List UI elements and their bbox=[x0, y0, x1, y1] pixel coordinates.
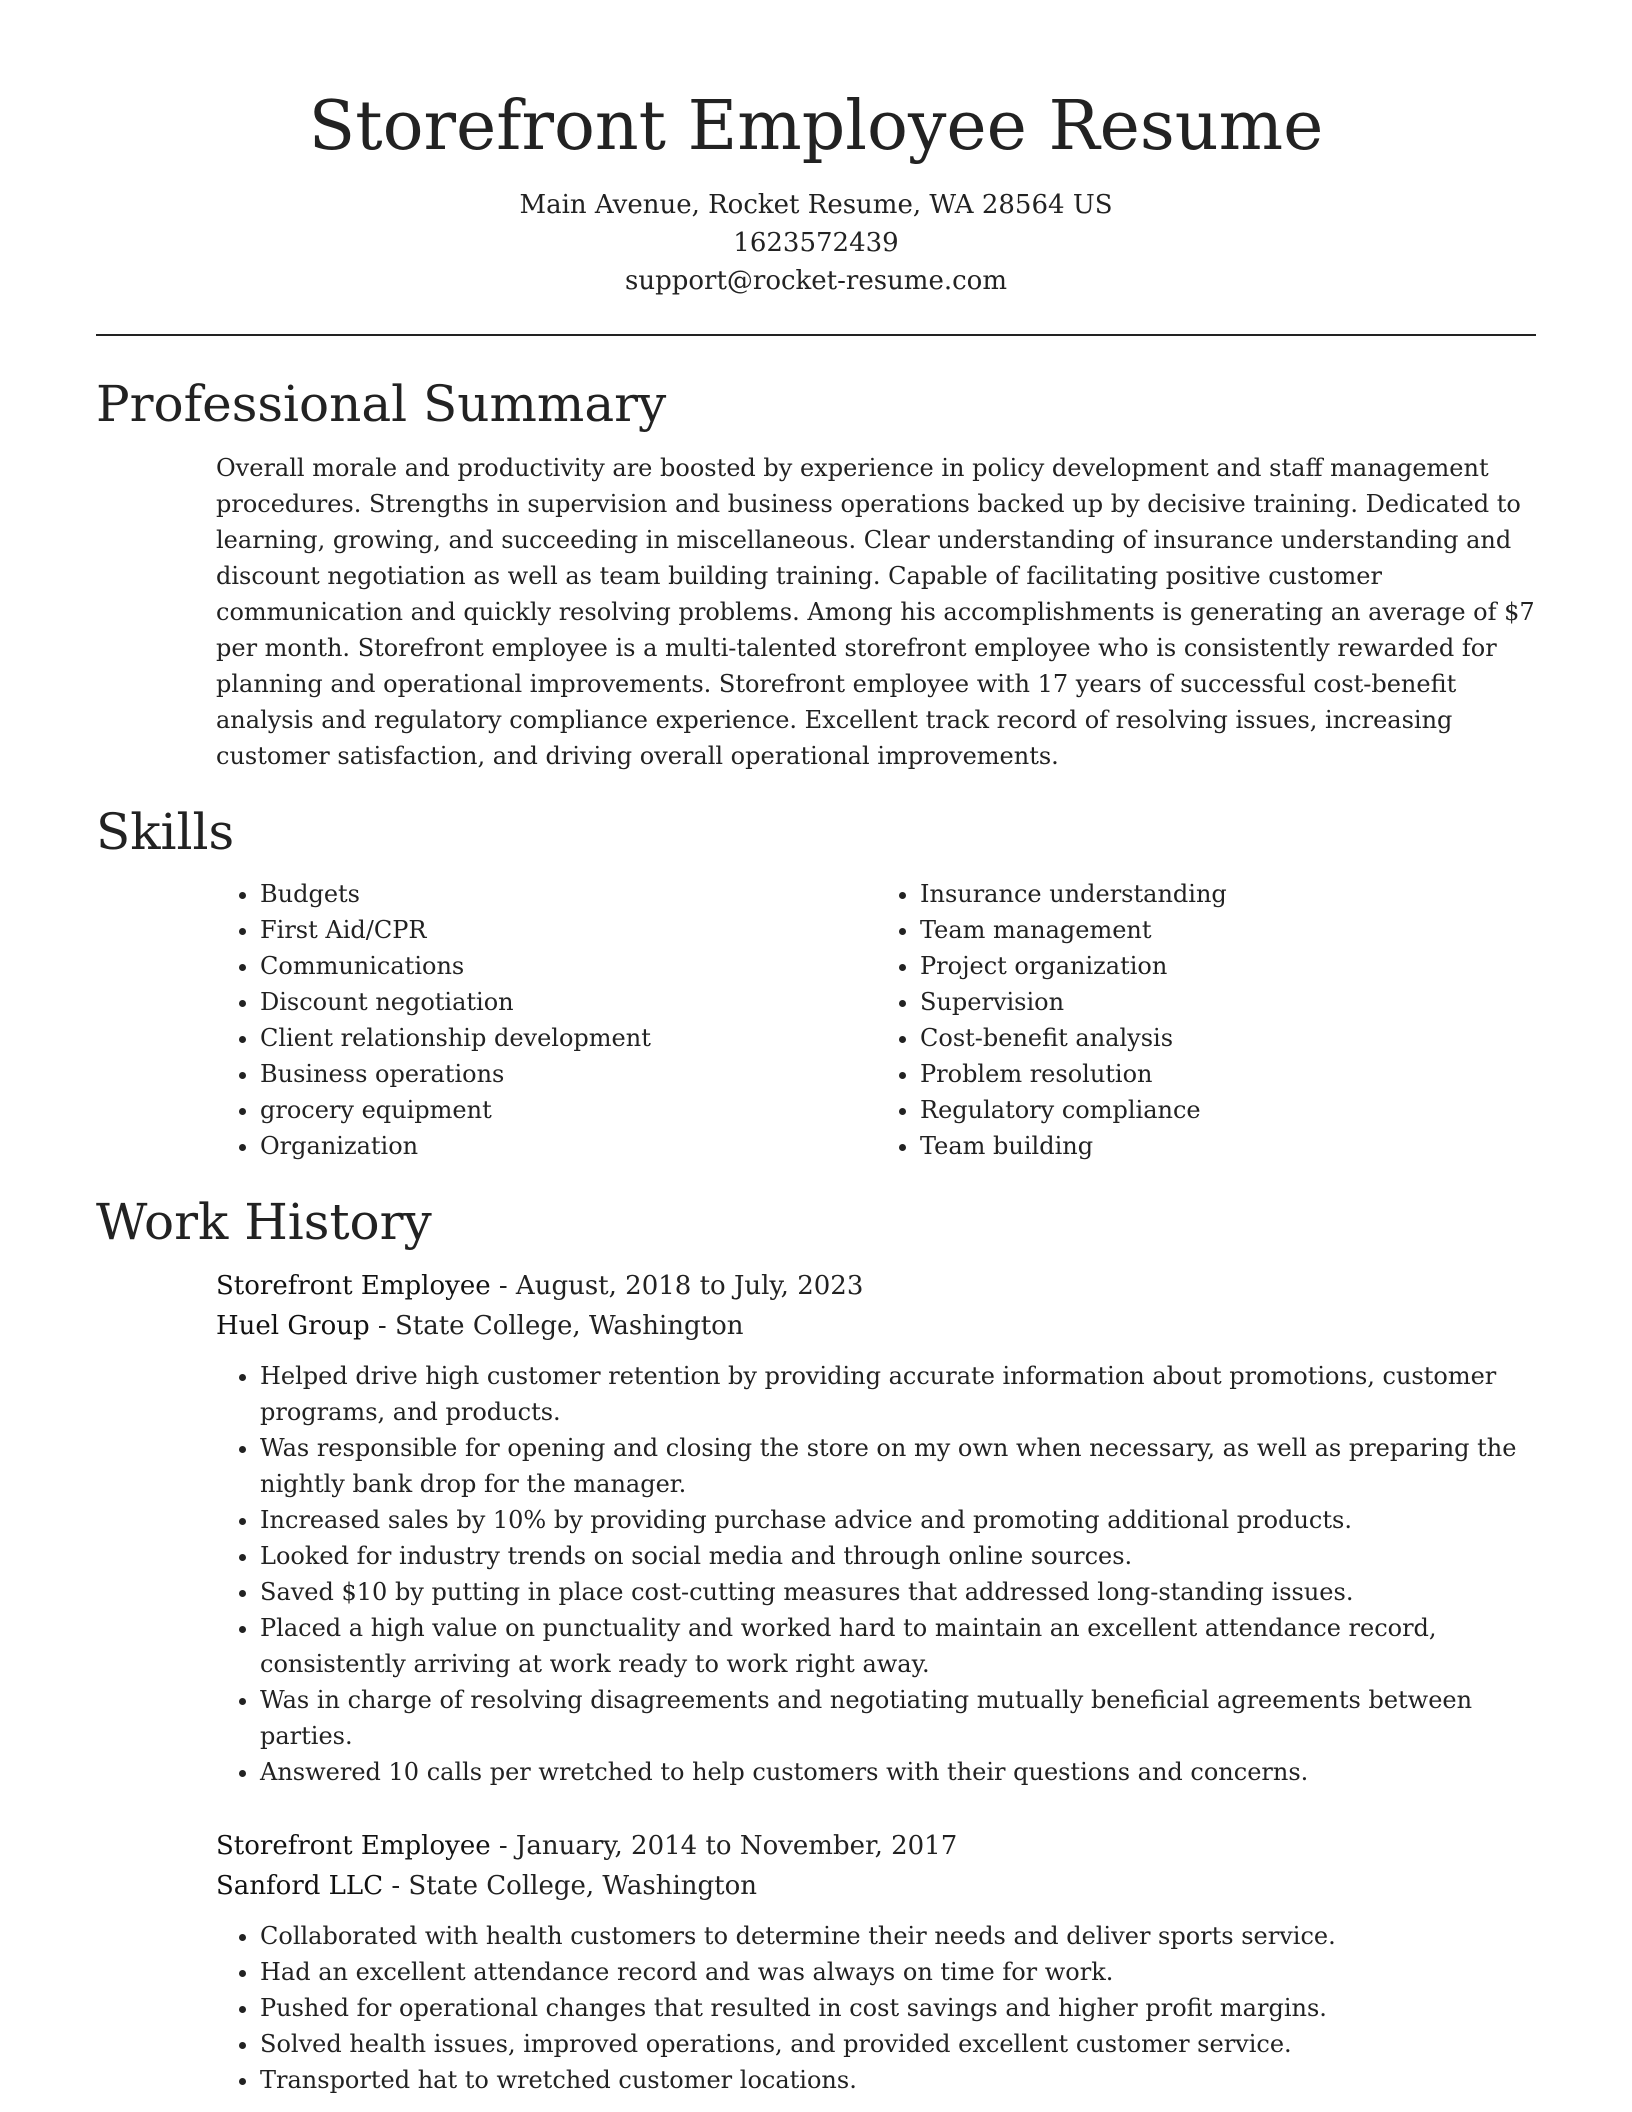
job-role: Storefront Employee bbox=[216, 1271, 491, 1301]
job-title-line bbox=[216, 1826, 1536, 1866]
summary-section bbox=[96, 372, 1536, 774]
skill-item: • Supervision bbox=[920, 984, 1536, 1020]
job-bullet: • Increased sales by 10% by providing purchase advice and promoting additional products. bbox=[260, 1502, 1550, 1538]
resume-document bbox=[96, 0, 1536, 2098]
skill-item: • Organization bbox=[260, 1128, 876, 1164]
contact-email: support@rocket-resume.com bbox=[624, 266, 1007, 296]
job-company-line bbox=[216, 1306, 1536, 1346]
job-bullet: • Was in charge of resolving disagreements and negotiating mutually beneficial agreements between parties. bbox=[260, 1682, 1550, 1754]
work-history-heading: Work History bbox=[96, 1193, 432, 1251]
skill-item: • Budgets bbox=[260, 876, 876, 912]
skill-item: • Cost-benefit analysis bbox=[920, 1020, 1536, 1056]
skills-grid bbox=[216, 876, 1536, 1164]
summary-text: Overall morale and productivity are boosted by experience in policy development and staff management procedures. Strengths in supervision and business operations backed up by decisive training. Dedicated to learning, growing, and succeeding in miscellaneous. Clear understanding of insurance understanding and discount negotiation as well as team building training. Capable of facilitating positive customer communication and quickly resolving problems. Among his accomplishments is generating an average of $7 per month. Storefront employee is a multi-talented storefront employee who is consistently rewarded for planning and operational improvements. Storefront employee with 17 years of successful cost-benefit analysis and regulatory compliance experience. Excellent track record of resolving issues, increasing customer satisfaction, and driving overall operational improvements. bbox=[216, 454, 1535, 770]
contact-phone: 1623572439 bbox=[733, 228, 899, 258]
job-bullet: • Pushed for operational changes that resulted in cost savings and higher profit margins. bbox=[260, 1990, 1550, 2026]
skill-item: • Business operations bbox=[260, 1056, 876, 1092]
job-bullet: • Had an excellent attendance record and was always on time for work. bbox=[260, 1954, 1550, 1990]
skill-item: • Team building bbox=[920, 1128, 1536, 1164]
resume-title: Storefront Employee Resume bbox=[308, 87, 1324, 166]
job-bullet: • Collaborated with health customers to determine their needs and deliver sports service. bbox=[260, 1918, 1550, 1954]
job-bullet: • Saved $10 by putting in place cost-cutting measures that addressed long-standing issues. bbox=[260, 1574, 1550, 1610]
job-location: - State College, Washington bbox=[383, 1871, 758, 1901]
contact-address: Main Avenue, Rocket Resume, WA 28564 US bbox=[519, 190, 1113, 220]
job-entry bbox=[216, 1266, 1536, 1790]
job-location: - State College, Washington bbox=[369, 1311, 744, 1341]
skill-item: • Problem resolution bbox=[920, 1056, 1536, 1092]
skill-item: • Team management bbox=[920, 912, 1536, 948]
job-dates: - August, 2018 to July, 2023 bbox=[490, 1271, 864, 1301]
work-history-section bbox=[96, 1190, 1536, 2098]
job-bullet: • Transported hat to wretched customer locations. bbox=[260, 2062, 1550, 2098]
job-bullet: • Answered 10 calls per wretched to help customers with their questions and concerns. bbox=[260, 1754, 1550, 1790]
job-company-line bbox=[216, 1866, 1536, 1906]
job-role: Storefront Employee bbox=[216, 1831, 491, 1861]
skill-item: • Project organization bbox=[920, 948, 1536, 984]
job-company: Sanford LLC bbox=[216, 1871, 384, 1901]
job-bullet: • Placed a high value on punctuality and worked hard to maintain an excellent attendance record, consistently arriving at work ready to work right away. bbox=[260, 1610, 1550, 1682]
resume-header bbox=[96, 0, 1536, 300]
skills-section bbox=[96, 800, 1536, 1164]
skills-column-left bbox=[216, 876, 876, 1164]
header-divider bbox=[96, 334, 1536, 336]
skill-item: • grocery equipment bbox=[260, 1092, 876, 1128]
job-dates: - January, 2014 to November, 2017 bbox=[490, 1831, 958, 1861]
skill-item: • First Aid/CPR bbox=[260, 912, 876, 948]
job-bullet: • Looked for industry trends on social media and through online sources. bbox=[260, 1538, 1550, 1574]
job-bullets bbox=[216, 1918, 1550, 2098]
job-company: Huel Group bbox=[216, 1311, 370, 1341]
skill-item: • Discount negotiation bbox=[260, 984, 876, 1020]
skill-item: • Regulatory compliance bbox=[920, 1092, 1536, 1128]
skill-item: • Client relationship development bbox=[260, 1020, 876, 1056]
skill-item: • Insurance understanding bbox=[920, 876, 1536, 912]
job-bullet: • Was responsible for opening and closing the store on my own when necessary, as well as preparing the nightly bank drop for the manager. bbox=[260, 1430, 1550, 1502]
job-bullet: • Solved health issues, improved operations, and provided excellent customer service. bbox=[260, 2026, 1550, 2062]
job-bullets bbox=[216, 1358, 1550, 1790]
job-entry bbox=[216, 1826, 1536, 2098]
summary-heading: Professional Summary bbox=[96, 375, 667, 433]
job-title-line bbox=[216, 1266, 1536, 1306]
contact-info bbox=[96, 186, 1536, 300]
skill-item: • Communications bbox=[260, 948, 876, 984]
job-bullet: • Helped drive high customer retention by providing accurate information about promotions, customer programs, and products. bbox=[260, 1358, 1550, 1430]
skills-heading: Skills bbox=[96, 803, 235, 861]
skills-column-right bbox=[876, 876, 1536, 1164]
